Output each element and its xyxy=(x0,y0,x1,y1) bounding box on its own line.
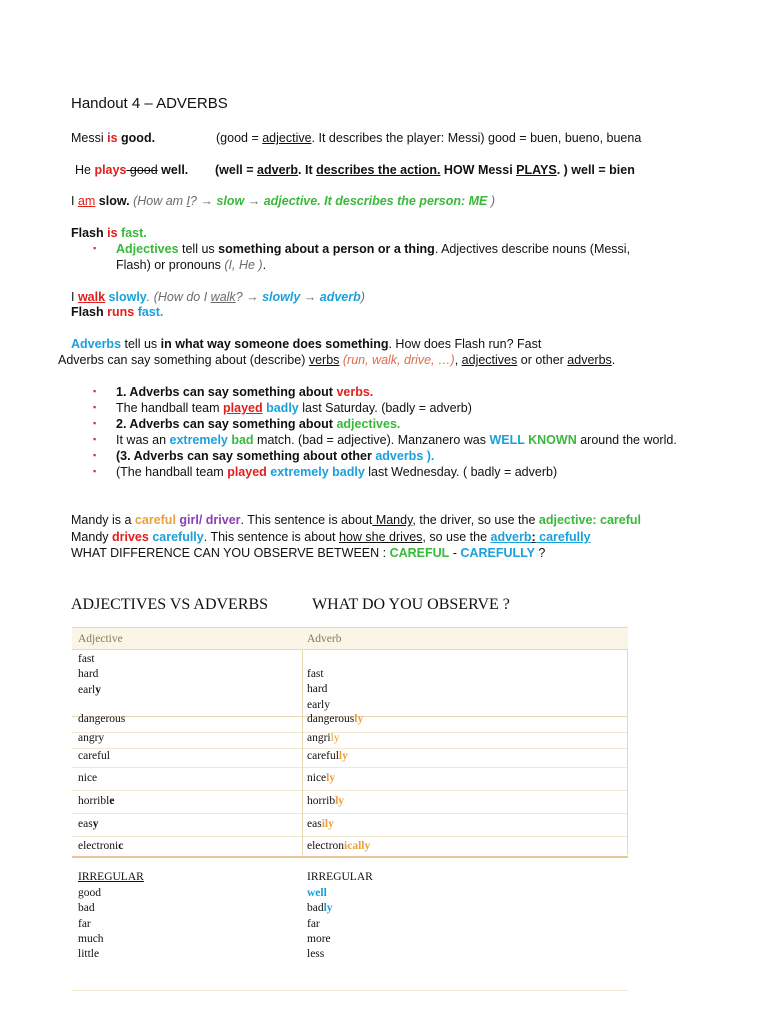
text: electron xyxy=(307,840,345,852)
text: far xyxy=(307,917,320,930)
text: or other xyxy=(517,353,568,367)
table-cell: little xyxy=(78,948,100,961)
text: describes the action. xyxy=(316,163,441,177)
bullet-5 xyxy=(116,449,434,464)
table-line xyxy=(72,790,628,791)
text: bad xyxy=(227,433,254,447)
text: carefully xyxy=(535,530,591,544)
table-cell xyxy=(307,947,333,962)
text: y xyxy=(95,683,101,696)
mandy-adverb-sentence xyxy=(71,530,591,545)
text: ? xyxy=(534,546,546,560)
text: eas xyxy=(78,818,93,830)
table-line xyxy=(72,627,628,628)
text: (well = xyxy=(215,163,258,177)
text: am xyxy=(77,194,96,208)
text: adverbs xyxy=(567,353,612,367)
text: adjective xyxy=(262,131,312,145)
text: Messi xyxy=(71,131,108,145)
bullet-2 xyxy=(116,401,472,416)
table-cell: nice xyxy=(78,772,98,784)
text: , so use the xyxy=(422,530,491,544)
text: slowly xyxy=(262,290,301,304)
text: , xyxy=(454,353,462,367)
table-line xyxy=(72,748,628,749)
table-cell xyxy=(78,794,114,809)
text: . This sentence is about xyxy=(203,530,340,544)
table-cell xyxy=(307,749,348,764)
text: match. (bad = adjective). Manzanero was xyxy=(253,433,490,447)
text: CAREFUL xyxy=(389,546,450,560)
text: y xyxy=(92,818,99,830)
text: driver xyxy=(202,513,241,527)
text: horrib xyxy=(307,795,336,807)
text: ? → xyxy=(190,194,217,208)
text: ? → xyxy=(235,290,263,304)
text: e xyxy=(109,795,115,807)
text: is xyxy=(107,131,118,145)
text: in what way someone does something xyxy=(160,337,389,351)
table-header-adverb: Adverb xyxy=(307,633,342,645)
table-cell: dangerous xyxy=(78,713,126,725)
text: bad xyxy=(307,902,324,915)
sentence-messi-good xyxy=(71,131,155,146)
table-cell: good xyxy=(78,887,101,899)
text: I xyxy=(186,194,191,208)
text: ) xyxy=(487,194,496,208)
bullet-marker xyxy=(93,420,99,426)
text: girl/ xyxy=(175,513,203,527)
text: verbs xyxy=(308,353,340,367)
table-cell: fast xyxy=(78,653,95,665)
text: something about a person or a thing xyxy=(218,242,435,256)
text: Mandy xyxy=(71,530,112,544)
bullet-marker xyxy=(93,468,99,474)
text: (I, He ) xyxy=(224,258,263,272)
text: angri xyxy=(307,732,331,744)
text: drives xyxy=(112,530,149,544)
text: fast. xyxy=(117,226,147,240)
mandy-adjective-sentence xyxy=(71,513,641,528)
table-cell xyxy=(307,917,333,932)
table-cell xyxy=(78,817,98,832)
text: slow. xyxy=(95,194,130,208)
explanation-good xyxy=(216,131,641,146)
table-line xyxy=(72,732,628,733)
text: walk xyxy=(77,290,106,304)
table-line xyxy=(72,836,628,837)
text: He xyxy=(75,163,95,177)
bullet-marker xyxy=(93,404,99,410)
adverbs-describe-line xyxy=(58,353,615,368)
text: eas xyxy=(307,818,322,830)
bullet-3 xyxy=(116,417,400,432)
text: (run, walk, drive, …) xyxy=(339,353,455,367)
text: horribl xyxy=(78,795,110,807)
text: PLAYS xyxy=(516,163,557,177)
text: earl xyxy=(78,683,96,696)
table-cell xyxy=(78,839,123,854)
text: ly xyxy=(330,732,340,744)
text: KNOWN xyxy=(524,433,577,447)
table-cell xyxy=(307,932,333,947)
text: adjectives. xyxy=(336,417,401,431)
text: fast. xyxy=(134,305,164,319)
bullet-marker xyxy=(93,245,99,251)
text: ically xyxy=(344,840,371,852)
table-col-divider xyxy=(627,649,628,855)
text: how she drives xyxy=(339,530,423,544)
text: carefully xyxy=(148,530,204,544)
text: HOW Messi xyxy=(440,163,517,177)
text: more xyxy=(307,932,331,945)
explanation-well xyxy=(215,163,635,178)
text: . Adjectives describe nouns (Messi, xyxy=(434,242,631,256)
text: last Wednesday. ( badly = adverb) xyxy=(364,465,558,479)
text: slowly xyxy=(105,290,147,304)
text: tell us xyxy=(178,242,219,256)
text: The handball team xyxy=(116,401,224,415)
table-cell xyxy=(307,771,335,786)
text: ily xyxy=(321,818,334,830)
text: . It xyxy=(298,163,317,177)
bullet-adjectives-line2 xyxy=(116,258,266,273)
text: adverbs ). xyxy=(375,449,435,463)
text: . xyxy=(611,353,616,367)
text: 2. Adverbs can say something about xyxy=(116,417,337,431)
table-header-bg xyxy=(72,627,628,649)
table-cell: careful xyxy=(78,750,110,762)
text: (How am xyxy=(129,194,187,208)
text: . It describes the player: Messi) good = buen, bueno, buena xyxy=(311,131,642,145)
text: ) xyxy=(360,290,365,304)
sentence-flash-runs-fast xyxy=(71,305,163,320)
text: Adverbs xyxy=(71,337,122,351)
irregular-adjectives xyxy=(78,886,104,962)
text: verbs. xyxy=(336,385,374,399)
text: good. xyxy=(117,131,156,145)
adj-group xyxy=(78,652,101,698)
table-cell xyxy=(307,794,344,809)
bullet-6 xyxy=(116,465,557,480)
text: Adverbs can say something about (describe) xyxy=(58,353,309,367)
text: . xyxy=(262,258,267,272)
text: is xyxy=(107,226,118,240)
table-cell: fast xyxy=(307,668,324,680)
table-cell: hard xyxy=(78,668,99,681)
text: walk xyxy=(210,290,236,304)
text: 1. Adverbs can say something about xyxy=(116,385,337,399)
text: → xyxy=(300,290,320,304)
text: → xyxy=(244,194,264,208)
table-cell: early xyxy=(307,698,330,711)
text: nice xyxy=(307,772,327,784)
text: . How does Flash run? Fast xyxy=(388,337,542,351)
text: I xyxy=(71,290,78,304)
text: : xyxy=(531,530,536,544)
text: adjectives xyxy=(461,353,518,367)
text: extremely xyxy=(169,433,228,447)
sentence-i-walk-slowly xyxy=(71,290,365,305)
text: careful xyxy=(134,513,176,527)
text: . (How do I xyxy=(146,290,211,304)
text: - xyxy=(449,546,461,560)
bullet-marker xyxy=(93,452,99,458)
text: careful xyxy=(307,750,339,762)
text: (3. Adverbs can say something about other xyxy=(116,449,376,463)
sentence-i-am-slow xyxy=(71,194,495,209)
text: Mandy xyxy=(372,513,413,527)
text: ly xyxy=(354,713,364,725)
table-line xyxy=(72,856,628,858)
text: ly xyxy=(335,795,345,807)
text: Adjectives xyxy=(116,242,179,256)
table-cell: angry xyxy=(78,732,105,744)
table-line xyxy=(72,767,628,768)
table-cell xyxy=(307,731,340,746)
text: (The handball team xyxy=(116,465,228,479)
table-line xyxy=(72,813,628,814)
text: Flash xyxy=(71,305,108,319)
text: (good = xyxy=(216,131,263,145)
text: around the world. xyxy=(576,433,677,447)
text: adverb xyxy=(490,530,532,544)
text: adjective. It describes the person: ME xyxy=(263,194,488,208)
text: dangerous xyxy=(307,713,355,725)
text: less xyxy=(307,948,325,961)
text: I xyxy=(71,194,78,208)
table-line xyxy=(72,990,628,991)
text: Flash) or pronouns xyxy=(116,258,225,272)
table-cell xyxy=(307,901,333,916)
page-title: Handout 4 – ADVERBS xyxy=(71,95,228,112)
irregular-adverbs xyxy=(307,886,333,962)
text: It was an xyxy=(116,433,170,447)
text: c xyxy=(118,840,124,852)
sentence-plays-well xyxy=(75,163,188,178)
text: plays xyxy=(94,163,127,177)
text: adjective: careful xyxy=(538,513,642,527)
text: Flash xyxy=(71,226,108,240)
text: . ) well = bien xyxy=(556,163,635,177)
text: WHAT DIFFERENCE CAN YOU OBSERVE BETWEEN : xyxy=(71,546,390,560)
table-cell xyxy=(307,817,334,832)
text: runs xyxy=(107,305,135,319)
table-cell: bad xyxy=(78,902,95,915)
comparison-heading xyxy=(71,596,510,614)
text: Mandy is a xyxy=(71,513,135,527)
text: adverb xyxy=(319,290,361,304)
table-cell xyxy=(307,712,363,727)
text: extremely badly xyxy=(266,465,365,479)
text: CAREFULLY xyxy=(460,546,535,560)
sentence-flash-is-fast xyxy=(71,226,147,241)
difference-question xyxy=(71,546,545,561)
irregular-label-adv: IRREGULAR xyxy=(307,871,373,883)
text: ly xyxy=(326,772,336,784)
text: badly xyxy=(262,401,299,415)
text: ADJECTIVES VS ADVERBS xyxy=(71,596,269,613)
irregular-label-adj: IRREGULAR xyxy=(78,871,144,883)
text: played xyxy=(227,465,267,479)
bullet-marker xyxy=(93,436,99,442)
table-cell xyxy=(307,839,370,854)
bullet-4 xyxy=(116,433,677,448)
text: WELL xyxy=(489,433,525,447)
text: played xyxy=(223,401,263,415)
adv-group xyxy=(307,667,330,713)
table-cell xyxy=(78,683,101,698)
bullet-1 xyxy=(116,385,373,400)
text: well xyxy=(307,887,327,899)
adverbs-definition xyxy=(71,337,541,352)
table-col-divider xyxy=(302,649,303,855)
text: slow xyxy=(216,194,245,208)
text: good xyxy=(126,163,158,177)
table-header-adjective: Adjective xyxy=(78,633,123,645)
text: well. xyxy=(157,163,189,177)
text: ly xyxy=(338,750,348,762)
table-cell: far xyxy=(78,917,91,930)
text: electroni xyxy=(78,840,119,852)
text: last Saturday. (badly = adverb) xyxy=(298,401,472,415)
text: WHAT DO YOU OBSERVE ? xyxy=(312,596,510,613)
text: ly xyxy=(323,902,333,915)
text: adverb xyxy=(257,163,299,177)
bullet-marker xyxy=(93,388,99,394)
text: . This sentence is about xyxy=(240,513,373,527)
table-cell: much xyxy=(78,932,104,945)
bullet-adjectives-line1 xyxy=(116,242,630,257)
table-line xyxy=(72,649,628,650)
table-cell: hard xyxy=(307,683,328,696)
text: tell us xyxy=(121,337,161,351)
table-cell xyxy=(307,886,333,901)
text: , the driver, so use the xyxy=(412,513,539,527)
